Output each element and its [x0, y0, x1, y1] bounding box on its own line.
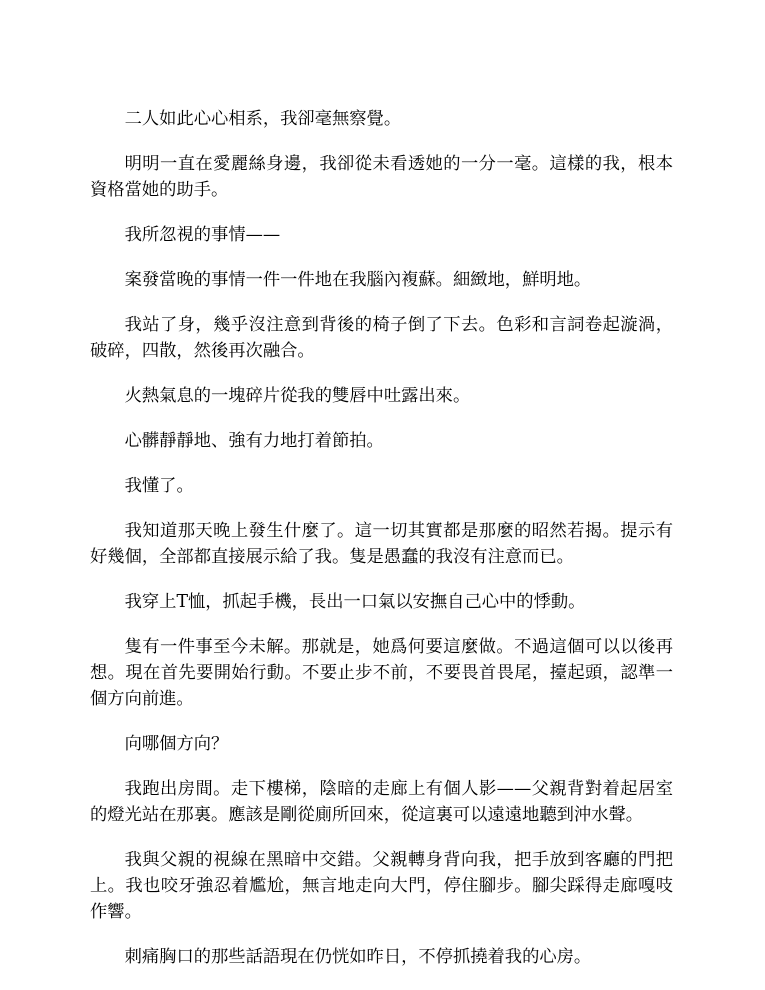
paragraph: 刺痛胸口的那些話語現在仍恍如昨日，不停抓撓着我的心房。 [124, 947, 592, 967]
paragraph: 我懂了。 [124, 476, 194, 496]
paragraph: 案發當晚的事情一件一件地在我腦內複蘇。細緻地，鮮明地。 [124, 270, 592, 290]
document-page [90, 106, 673, 989]
paragraph: 我站了身，幾乎沒注意到背後的椅子倒了下去。色彩和言詞卷起漩渦，破碎，四散，然後再次融合。 [90, 315, 673, 361]
paragraph: 明明一直在愛麗絲身邊，我卻從未看透她的一分一毫。這樣的我，根本資格當她的助手。 [90, 154, 673, 200]
paragraph: 我與父親的視線在黑暗中交錯。父親轉身背向我，把手放到客廳的門把上。我也咬牙強忍着尷尬，無言地走向大門，停住腳步。腳尖踩得走廊嘎吱作響。 [90, 850, 673, 922]
paragraph: 二人如此心心相系，我卻毫無察覺。 [124, 109, 402, 129]
paragraph: 心髒靜靜地、強有力地打着節拍。 [124, 431, 384, 451]
paragraph: 隻有一件事至今未解。那就是，她爲何要這麼做。不過這個可以以後再想。現在首先要開始行動。不要止步不前，不要畏首畏尾，擡起頭，認準一個方向前進。 [90, 637, 673, 709]
paragraph: 向哪個方向？ [124, 734, 229, 754]
paragraph: 我穿上T恤，抓起手機，長出一口氣以安撫自己心中的悸動。 [124, 592, 586, 612]
paragraph: 我所忽視的事情—— [124, 225, 281, 245]
paragraph: 我跑出房間。走下樓梯，陰暗的走廊上有個人影——父親背對着起居室的燈光站在那裏。應該是剛從廁所回來，從這裏可以遠遠地聽到沖水聲。 [90, 779, 673, 825]
paragraph: 我知道那天晚上發生什麼了。這一切其實都是那麼的昭然若揭。提示有好幾個，全部都直接展示給了我。隻是愚蠢的我沒有注意而已。 [90, 521, 673, 567]
paragraph: 火熱氣息的一塊碎片從我的雙唇中吐露出來。 [124, 386, 471, 406]
